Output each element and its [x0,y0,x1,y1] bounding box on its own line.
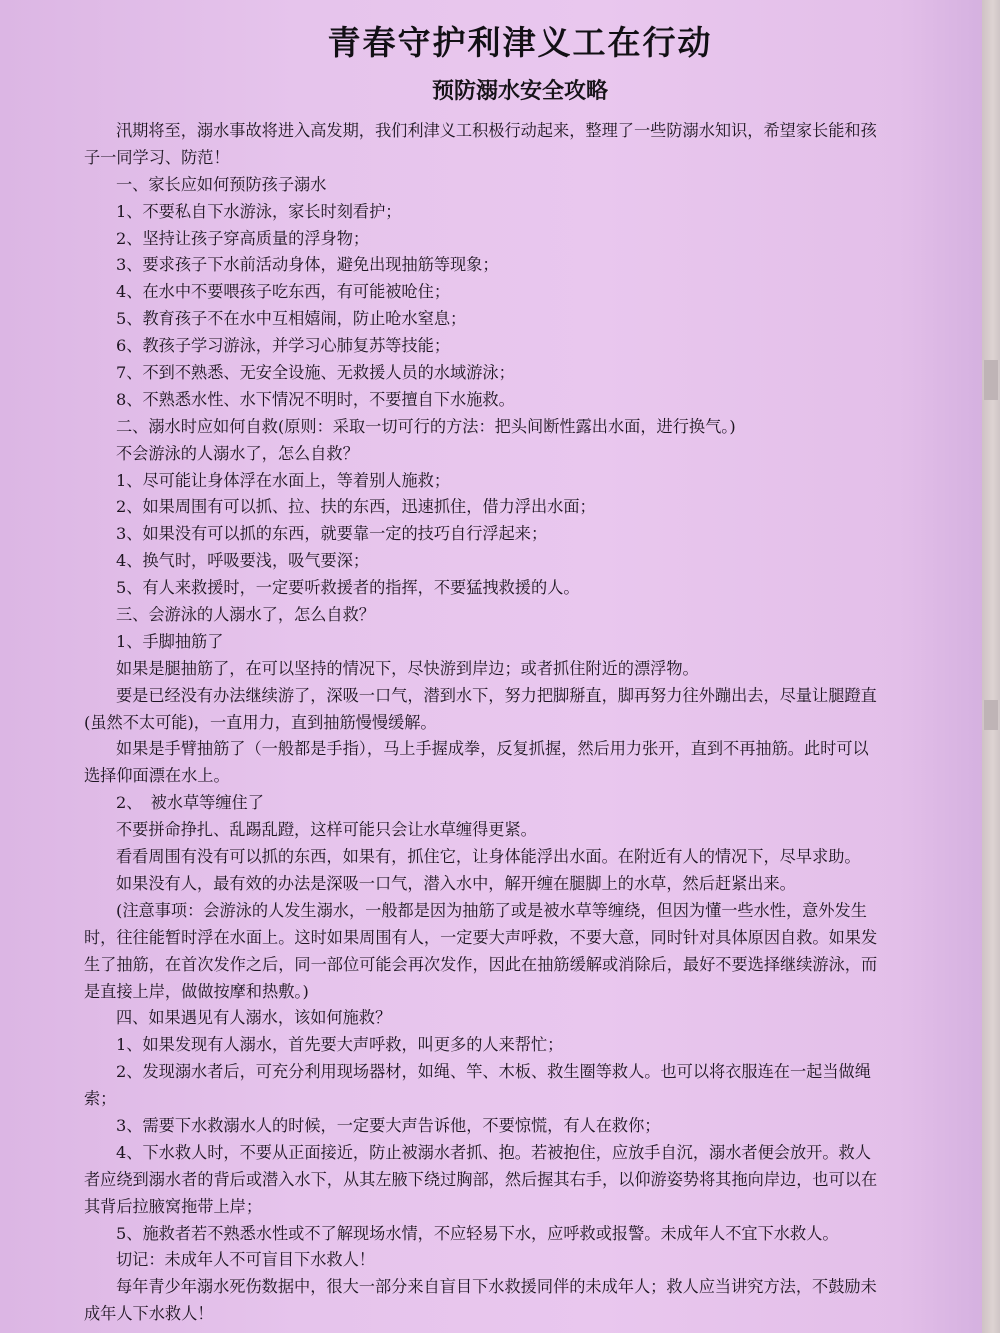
text-line: 2、坚持让孩子穿高质量的浮身物； [116,228,370,248]
text-line: (虽然不太可能)，一直用力，直到抽筋慢慢缓解。 [84,712,437,732]
text-line: 如果没有人，最有效的办法是深吸一口气，潜入水中，解开缠在腿脚上的水草，然后赶紧出来。 [116,873,796,893]
text-line: 3、如果没有可以抓的东西，就要靠一定的技巧自行浮起来； [116,524,548,544]
text-line: 8、不熟悉水性、水下情况不明时，不要擅自下水施救。 [116,389,515,409]
text-line: 生了抽筋，在首次发作之后，同一部位可能会再次发作，因此在抽筋缓解或消除后，最好不要选择继续游泳，而 [84,954,878,974]
document-sheet [84,18,956,1328]
text-line: 三、会游泳的人溺水了，怎么自救？ [116,605,375,625]
text-line: 1、尽可能让身体浮在水面上，等着别人施救； [116,470,451,490]
text-line: 二、溺水时应如何自救(原则：采取一切可行的方法：把头间断性露出水面，进行换气。) [116,416,736,436]
text-line: 2、如果周围有可以抓、拉、扶的东西，迅速抓住，借力浮出水面； [116,497,596,517]
wall-stain [984,700,998,730]
text-line: 汛期将至，溺水事故将进入高发期，我们利津义工积极行动起来，整理了一些防溺水知识，希望家长能和孩 [116,121,877,140]
text-line: 3、需要下水救溺水人的时候，一定要大声告诉他，不要惊慌，有人在救你； [116,1115,661,1135]
wall-stain [984,360,998,400]
text-line: 选择仰面漂在水上。 [84,766,230,786]
text-line: 不要拼命挣扎、乱踢乱蹬，这样可能只会让水草缠得更紧。 [116,820,537,840]
text-line: 如果是腿抽筋了，在可以坚持的情况下，尽快游到岸边；或者抓住附近的漂浮物。 [116,658,699,678]
text-line: 4、在水中不要喂孩子吃东西，有可能被呛住； [116,282,451,302]
text-line: 成年人下水救人！ [84,1304,214,1324]
text-line: 如果是手臂抽筋了（一般都是手指），马上手握成拳，反复抓握，然后用力张开，直到不再抽筋。此时可以 [116,739,869,759]
text-line: 是直接上岸，做做按摩和热敷。) [84,981,309,1001]
text-line: 7、不到不熟悉、无安全设施、无救援人员的水域游泳； [116,363,515,383]
text-line: 索； [84,1089,117,1109]
text-line: (注意事项：会游泳的人发生溺水，一般都是因为抽筋了或是被水草等缠绕，但因为懂一些水性，意外发生 [116,900,867,920]
text-line: 4、下水救人时，不要从正面接近，防止被溺水者抓、抱。若被抱住，应放手自沉，溺水者便会放开。救人 [116,1142,871,1162]
document-title: 青春守护利津义工在行动 [327,23,713,62]
text-line: 1、手脚抽筋了 [116,631,224,651]
text-line: 要是已经没有办法继续游了，深吸一口气，潜到水下，努力把脚掰直，脚再努力往外蹦出去，尽量让腿蹬直 [116,685,877,705]
text-line: 5、有人来救援时，一定要听救援者的指挥，不要猛拽救援的人。 [116,578,580,598]
text-line: 4、换气时，呼吸要浅，吸气要深； [116,551,370,571]
text-line: 不会游泳的人溺水了，怎么自救？ [116,443,359,463]
text-line: 其背后拉腋窝拖带上岸； [84,1196,263,1216]
wall-edge [982,0,1000,1333]
text-line: 6、教孩子学习游泳，并学习心肺复苏等技能； [116,336,451,356]
text-line: 2、 被水草等缠住了 [116,793,264,813]
text-line: 1、如果发现有人溺水，首先要大声呼救，叫更多的人来帮忙； [116,1035,564,1055]
document-subtitle: 预防溺水安全攻略 [431,79,608,104]
text-line: 5、施救者若不熟悉水性或不了解现场水情，不应轻易下水，应呼救或报警。未成年人不宜下水救人。 [116,1223,839,1243]
text-line: 四、如果遇见有人溺水，该如何施救？ [116,1008,392,1028]
document-body [84,118,956,1328]
text-line: 1、不要私自下水游泳，家长时刻看护； [116,201,402,221]
text-line: 2、发现溺水者后，可充分利用现场器材，如绳、竿、木板、救生圈等救人。也可以将衣服连在一起当做绳 [116,1062,871,1082]
text-line: 每年青少年溺水死伤数据中，很大一部分来自盲目下水救援同伴的未成年人；救人应当讲究方法，不鼓励未 [116,1277,877,1297]
text-line: 切记：未成年人不可盲目下水救人！ [116,1250,375,1270]
text-line: 时，往往能暂时浮在水面上。这时如果周围有人，一定要大声呼救，不要大意，同时针对具体原因自救。如果发 [84,927,878,947]
text-line: 3、要求孩子下水前活动身体，避免出现抽筋等现象； [116,255,499,275]
text-line: 者应绕到溺水者的背后或潜入水下，从其左腋下绕过胸部，然后握其右手，以仰游姿势将其拖向岸边，也可以在 [84,1169,878,1189]
text-line: 子一同学习、防范！ [84,147,230,167]
text-line: 看看周围有没有可以抓的东西，如果有，抓住它，让身体能浮出水面。在附近有人的情况下，尽早求助。 [116,847,861,867]
text-line: 一、家长应如何预防孩子溺水 [116,174,327,194]
text-line: 5、教育孩子不在水中互相嬉闹，防止呛水窒息； [116,309,467,329]
